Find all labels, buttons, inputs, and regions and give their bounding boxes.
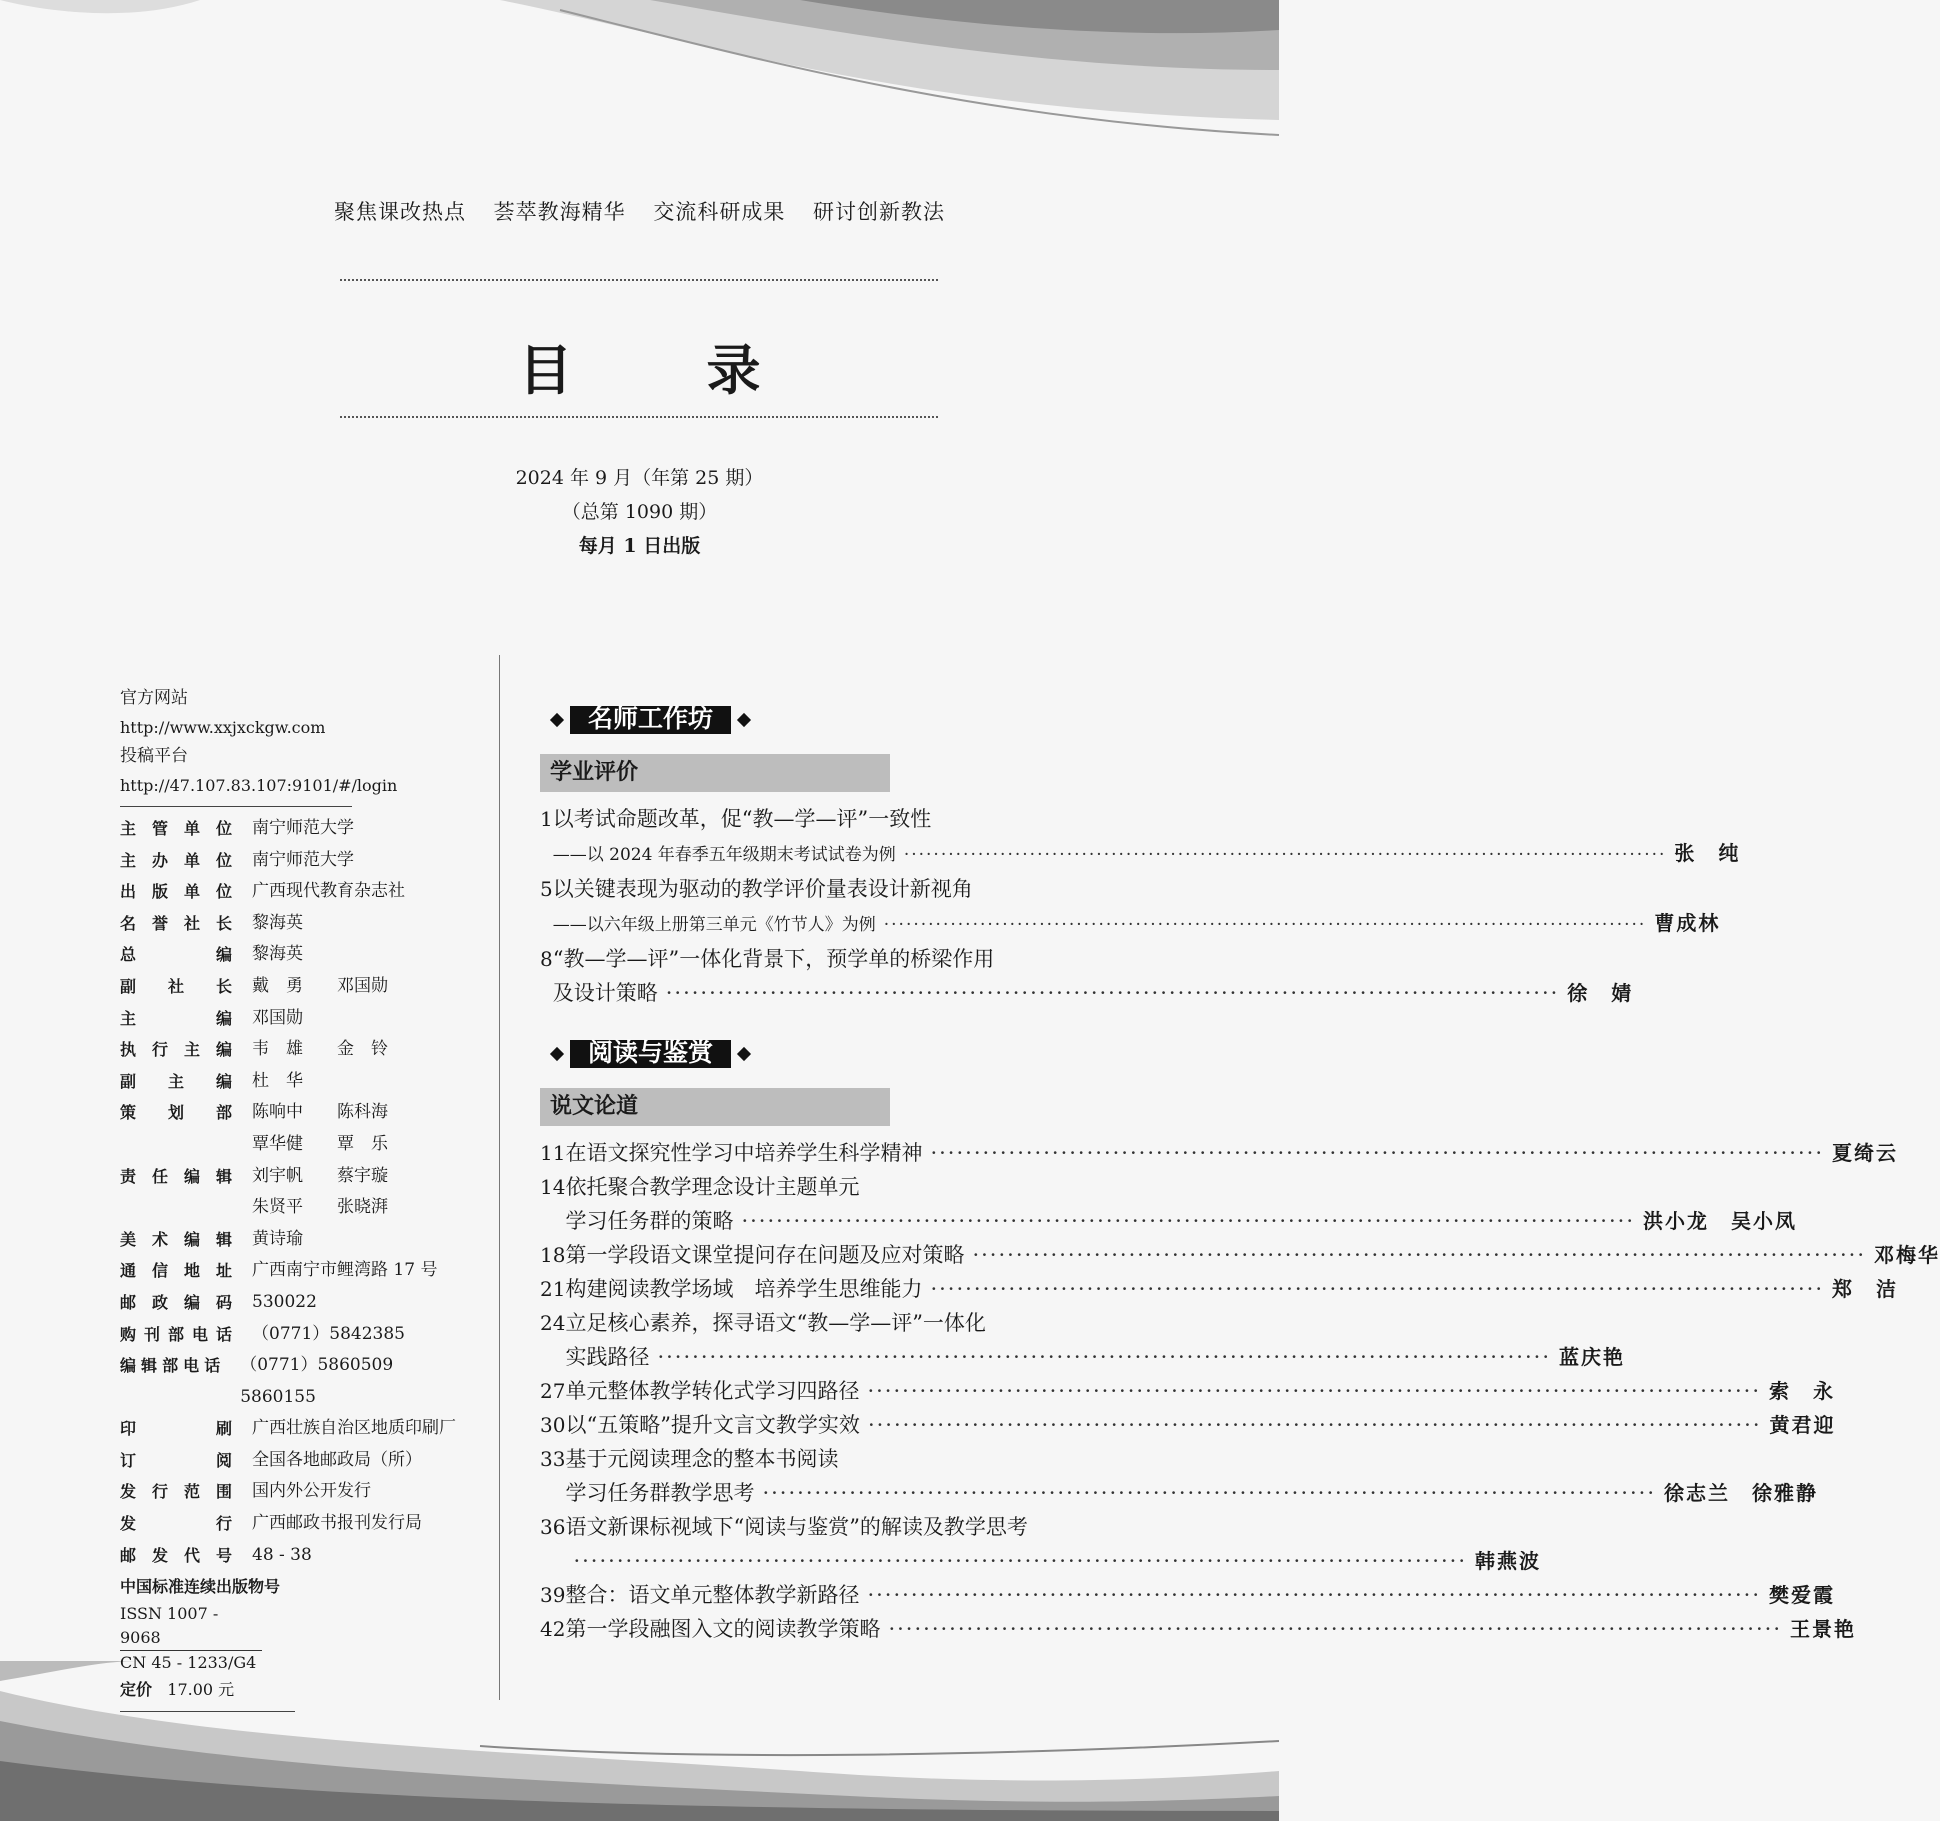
masthead-value: 黎海英 xyxy=(252,944,303,965)
entry-text: 及设计策略 xyxy=(552,981,658,1005)
entry-author: 邓梅华 xyxy=(1874,1243,1940,1267)
entry-title-line xyxy=(553,942,1634,976)
entry-title-line xyxy=(565,1306,1625,1340)
entry-title-line xyxy=(565,1544,1541,1578)
section-header xyxy=(544,1034,1160,1074)
masthead-value: 邓国勋 xyxy=(252,1007,303,1028)
toc-entry[interactable] xyxy=(540,1272,1899,1306)
slogan-3: 交流科研成果 xyxy=(653,200,786,224)
masthead-value: 530022 xyxy=(252,1291,317,1312)
dotted-divider-bottom xyxy=(340,416,938,418)
masthead-rule xyxy=(120,806,352,807)
masthead-label: 主管单位 xyxy=(120,819,232,838)
page-number: 30 xyxy=(540,1413,566,1437)
toc-entry[interactable] xyxy=(540,1408,1836,1442)
masthead-label: 订阅 xyxy=(120,1450,232,1470)
entry-author: 洪小龙 吴小凤 xyxy=(1643,1209,1798,1233)
entry-body xyxy=(565,1170,1797,1238)
entry-subtitle-line xyxy=(553,836,1741,872)
masthead-row xyxy=(120,1034,460,1066)
entry-title-line xyxy=(565,1408,1835,1442)
issue-date: 2024 年 9 月（年第 25 期） xyxy=(515,467,764,489)
entry-title-line xyxy=(565,1340,1625,1374)
page-number: 1 xyxy=(540,807,553,831)
entry-text: ——以六年级上册第三单元《竹节人》为例 xyxy=(552,915,876,935)
toc-entry[interactable] xyxy=(540,1442,1819,1510)
masthead-row xyxy=(120,1350,460,1413)
dotted-divider-top xyxy=(340,279,938,281)
issue-total: （总第 1090 期） xyxy=(561,501,718,523)
entry-body xyxy=(565,1306,1625,1374)
entry-text: 整合：语文单元整体教学新路径 xyxy=(565,1583,860,1607)
dot-leader xyxy=(657,1340,1551,1374)
entry-body xyxy=(565,1612,1856,1646)
masthead-row xyxy=(120,1003,460,1035)
slogan-2: 荟萃教海精华 xyxy=(493,200,626,224)
price-line xyxy=(120,1675,460,1705)
masthead-value: 黎海英 xyxy=(252,912,303,933)
issue-frequency: 每月 1 日出版 xyxy=(578,535,701,557)
entry-title-line xyxy=(565,1476,1818,1510)
entry-author: 索 永 xyxy=(1769,1379,1836,1403)
page-number: 8 xyxy=(540,947,553,971)
entry-body xyxy=(565,1442,1818,1510)
entry-text: 依托聚合教学理念设计主题单元 xyxy=(565,1175,860,1199)
toc-entry[interactable] xyxy=(540,1170,1798,1238)
masthead-row xyxy=(120,1413,460,1445)
toc-entry[interactable] xyxy=(540,872,1721,942)
dot-leader xyxy=(868,1408,1762,1442)
toc-entry[interactable] xyxy=(540,1238,1940,1272)
price-label: 定价 xyxy=(120,1680,153,1700)
masthead-label: 副社长 xyxy=(120,976,232,996)
entry-title-line xyxy=(565,1238,1940,1272)
entry-title-line xyxy=(565,1272,1898,1306)
diamond-icon xyxy=(550,713,564,727)
page-number: 24 xyxy=(540,1311,566,1335)
slogan-4: 研讨创新教法 xyxy=(813,200,946,224)
entry-body xyxy=(553,942,1634,1010)
pub-number-heading: 中国标准连续出版物号 xyxy=(120,1577,281,1597)
website-label: 官方网站 xyxy=(120,688,188,708)
masthead-label: 策划部 xyxy=(120,1103,232,1123)
dot-leader xyxy=(867,1578,1761,1612)
price-rule xyxy=(120,1711,295,1712)
dot-leader xyxy=(888,1612,1782,1646)
masthead-row xyxy=(120,813,460,845)
entry-author: 徐 婧 xyxy=(1567,981,1634,1005)
page-number: 18 xyxy=(540,1243,566,1267)
masthead-value: 48 - 38 xyxy=(252,1544,312,1565)
entry-text: 以考试命题改革，促“教—学—评”一致性 xyxy=(552,807,932,831)
entry-title-line xyxy=(565,1136,1898,1170)
masthead-row xyxy=(120,845,460,877)
category-bar: 学业评价 xyxy=(540,754,890,792)
slogan-1: 聚焦课改热点 xyxy=(333,200,466,224)
masthead-label xyxy=(120,1129,232,1161)
toc-entry[interactable] xyxy=(540,1612,1857,1646)
page-number: 11 xyxy=(540,1141,566,1165)
masthead-row xyxy=(120,1066,460,1098)
entry-author: 黄君迎 xyxy=(1769,1413,1836,1437)
dot-leader xyxy=(972,1238,1866,1272)
table-of-contents xyxy=(540,700,1940,1646)
entry-title-line xyxy=(565,1578,1835,1612)
entry-text: ——以 2024 年春季五年级期末考试试卷为例 xyxy=(552,845,896,865)
section-spacer xyxy=(540,1010,1160,1034)
page-number: 39 xyxy=(540,1583,566,1607)
entry-author: 徐志兰 徐雅静 xyxy=(1664,1481,1819,1505)
entry-title-line xyxy=(565,1170,1797,1204)
diamond-icon xyxy=(737,713,751,727)
masthead-label: 名誉社长 xyxy=(120,913,232,933)
masthead-label: 美术编辑 xyxy=(120,1229,232,1249)
masthead-value: 朱贤平 张晓湃 xyxy=(252,1197,388,1218)
entry-body xyxy=(565,1238,1940,1272)
entry-title-line xyxy=(565,1510,1541,1544)
masthead-value: 戴 勇 邓国勋 xyxy=(252,975,388,996)
submission-url[interactable]: http://47.107.83.107:9101/#/login xyxy=(120,776,398,795)
price-value: 17.00 元 xyxy=(167,1680,235,1700)
masthead-label: 总编 xyxy=(120,945,232,965)
masthead-row xyxy=(120,1129,460,1161)
dot-leader xyxy=(666,976,1560,1010)
entry-body xyxy=(565,1510,1541,1578)
masthead-label: 执行主编 xyxy=(120,1040,232,1060)
website-block xyxy=(120,684,460,800)
entry-title-line xyxy=(565,1204,1797,1238)
entry-author: 夏绮云 xyxy=(1832,1141,1899,1165)
website-url[interactable]: http://www.xxjxckgw.com xyxy=(120,718,326,737)
masthead-value: 广西南宁市鲤湾路 17 号 xyxy=(252,1260,438,1281)
entry-author: 郑 洁 xyxy=(1832,1277,1899,1301)
toc-entry[interactable] xyxy=(540,942,1634,1010)
masthead-row xyxy=(120,1476,460,1508)
masthead-label: 副主编 xyxy=(120,1071,232,1091)
masthead-label: 主办单位 xyxy=(120,850,232,870)
category-bar: 说文论道 xyxy=(540,1088,890,1126)
masthead-row xyxy=(120,1540,460,1572)
entry-text: 实践路径 xyxy=(565,1345,650,1369)
dot-leader xyxy=(573,1544,1467,1578)
entry-title-line xyxy=(553,872,1721,906)
entry-author: 蓝庆艳 xyxy=(1559,1345,1626,1369)
entry-text: 立足核心素养，探寻语文“教—学—评”一体化 xyxy=(565,1311,986,1335)
cn-number: CN 45 - 1233/G4 xyxy=(120,1653,257,1673)
entry-author: 樊爱霞 xyxy=(1769,1583,1836,1607)
masthead-label: 购刊部电话 xyxy=(120,1324,232,1344)
entry-author: 张 纯 xyxy=(1674,841,1741,865)
entry-body xyxy=(565,1408,1835,1442)
submission-label: 投稿平台 xyxy=(120,746,188,766)
masthead-label: 发行范围 xyxy=(120,1482,232,1502)
masthead-list xyxy=(120,813,460,1571)
page-number: 27 xyxy=(540,1379,566,1403)
section-title: 阅读与鉴赏 xyxy=(570,1040,731,1068)
entry-text: 在语文探究性学习中培养学生科学精神 xyxy=(565,1141,923,1165)
slogan-bar xyxy=(0,196,1279,226)
page-number: 21 xyxy=(540,1277,566,1301)
masthead-value: （0771）5842385 xyxy=(252,1323,405,1344)
dot-leader xyxy=(930,1272,1824,1306)
masthead-label: 邮政编码 xyxy=(120,1292,232,1312)
page-number: 42 xyxy=(540,1617,566,1641)
entry-text: 学习任务群的策略 xyxy=(565,1209,734,1233)
dot-leader xyxy=(762,1476,1656,1510)
masthead-label: 编辑部电话 xyxy=(120,1356,221,1376)
masthead-row xyxy=(120,1319,460,1351)
entry-text: 以“五策略”提升文言文教学实效 xyxy=(565,1413,860,1437)
entry-title-line xyxy=(553,802,1741,836)
toc-entry[interactable] xyxy=(540,1510,1542,1578)
entry-author: 韩燕波 xyxy=(1475,1549,1542,1573)
masthead-row xyxy=(120,1097,460,1129)
page-number: 36 xyxy=(540,1515,566,1539)
masthead-value: 覃华健 覃 乐 xyxy=(252,1133,388,1154)
toc-entry[interactable] xyxy=(540,1306,1626,1374)
masthead-row xyxy=(120,1445,460,1477)
masthead-row xyxy=(120,1287,460,1319)
masthead-row xyxy=(120,1192,460,1224)
entry-text: 第一学段融图入文的阅读教学策略 xyxy=(565,1617,881,1641)
entry-author: 王景艳 xyxy=(1790,1617,1857,1641)
masthead-label xyxy=(120,1192,232,1224)
toc-entry[interactable] xyxy=(540,1374,1836,1408)
masthead-row xyxy=(120,1161,460,1193)
dot-leader xyxy=(867,1374,1761,1408)
masthead-value: 广西壮族自治区地质印刷厂 xyxy=(252,1418,456,1439)
entry-body xyxy=(565,1136,1898,1170)
masthead-row xyxy=(120,1508,460,1540)
toc-entry[interactable] xyxy=(540,1578,1836,1612)
masthead-value: 南宁师范大学 xyxy=(252,818,354,838)
page-number: 33 xyxy=(540,1447,566,1471)
entry-body xyxy=(553,872,1721,942)
masthead-label: 主编 xyxy=(120,1008,232,1028)
masthead-value: 刘宇帆 蔡宇璇 xyxy=(252,1165,388,1186)
entry-subtitle-line xyxy=(553,906,1721,942)
entry-text: 单元整体教学转化式学习四路径 xyxy=(565,1379,860,1403)
entry-body xyxy=(553,802,1741,872)
entry-author: 曹成林 xyxy=(1654,911,1721,935)
page-number: 14 xyxy=(540,1175,566,1199)
entry-text: 学习任务群教学思考 xyxy=(565,1481,755,1505)
dot-leader xyxy=(741,1204,1635,1238)
dot-leader xyxy=(884,908,1647,942)
masthead-value: 黄诗瑜 xyxy=(252,1228,303,1249)
page-title: 目 录 xyxy=(518,339,801,402)
entry-text: 基于元阅读理念的整本书阅读 xyxy=(565,1447,839,1471)
masthead-row xyxy=(120,971,460,1003)
top-wave-decoration xyxy=(0,0,1279,170)
entry-title-line xyxy=(553,976,1634,1010)
diamond-icon xyxy=(550,1047,564,1061)
entry-body xyxy=(565,1578,1835,1612)
masthead-value: 广西邮政书报刊发行局 xyxy=(252,1513,422,1534)
masthead-value: （0771）5860509 5860155 xyxy=(240,1355,411,1407)
issn-block xyxy=(120,1602,460,1675)
masthead-label: 发行 xyxy=(120,1514,232,1534)
masthead-label: 邮发代号 xyxy=(120,1545,232,1565)
masthead-row xyxy=(120,1224,460,1256)
entry-text: 以关键表现为驱动的教学评价量表设计新视角 xyxy=(552,877,973,901)
masthead-value: 广西现代教育杂志社 xyxy=(252,881,405,902)
issn-number: ISSN 1007 - 9068 xyxy=(120,1602,262,1651)
section-header xyxy=(544,700,1160,740)
entry-title-line xyxy=(565,1442,1818,1476)
dot-leader xyxy=(904,838,1667,872)
masthead-value: 南宁师范大学 xyxy=(252,849,354,870)
masthead-label: 责任编辑 xyxy=(120,1166,232,1186)
masthead-row xyxy=(120,939,460,971)
section-title: 名师工作坊 xyxy=(570,706,731,734)
masthead-row xyxy=(120,1255,460,1287)
toc-entry[interactable] xyxy=(540,802,1741,872)
masthead-row xyxy=(120,876,460,908)
entry-text: 构建阅读教学场域 培养学生思维能力 xyxy=(565,1277,923,1301)
masthead-column xyxy=(120,684,460,1718)
masthead-value: 韦 雄 金 铃 xyxy=(252,1039,388,1060)
entry-body xyxy=(565,1272,1898,1306)
masthead-label: 出版单位 xyxy=(120,882,232,902)
entry-text: 语文新课标视域下“阅读与鉴赏”的解读及教学思考 xyxy=(565,1515,1028,1539)
masthead-label: 通信地址 xyxy=(120,1261,232,1281)
entry-text: “教—学—评”一体化背景下，预学单的桥梁作用 xyxy=(552,947,995,971)
dot-leader xyxy=(930,1136,1824,1170)
masthead-value: 杜 华 xyxy=(252,1070,303,1091)
entry-body xyxy=(565,1374,1835,1408)
toc-entry[interactable] xyxy=(540,1136,1899,1170)
diamond-icon xyxy=(737,1047,751,1061)
masthead-value: 全国各地邮政局（所） xyxy=(252,1449,422,1470)
column-divider xyxy=(499,655,500,1700)
masthead-row xyxy=(120,908,460,940)
page-number: 5 xyxy=(540,877,553,901)
masthead-value: 国内外公开发行 xyxy=(252,1481,371,1502)
entry-title-line xyxy=(565,1374,1835,1408)
masthead-value: 陈响中 陈科海 xyxy=(252,1102,388,1123)
entry-title-line xyxy=(565,1612,1856,1646)
entry-text: 第一学段语文课堂提问存在问题及应对策略 xyxy=(565,1243,965,1267)
masthead-label: 印刷 xyxy=(120,1419,232,1439)
